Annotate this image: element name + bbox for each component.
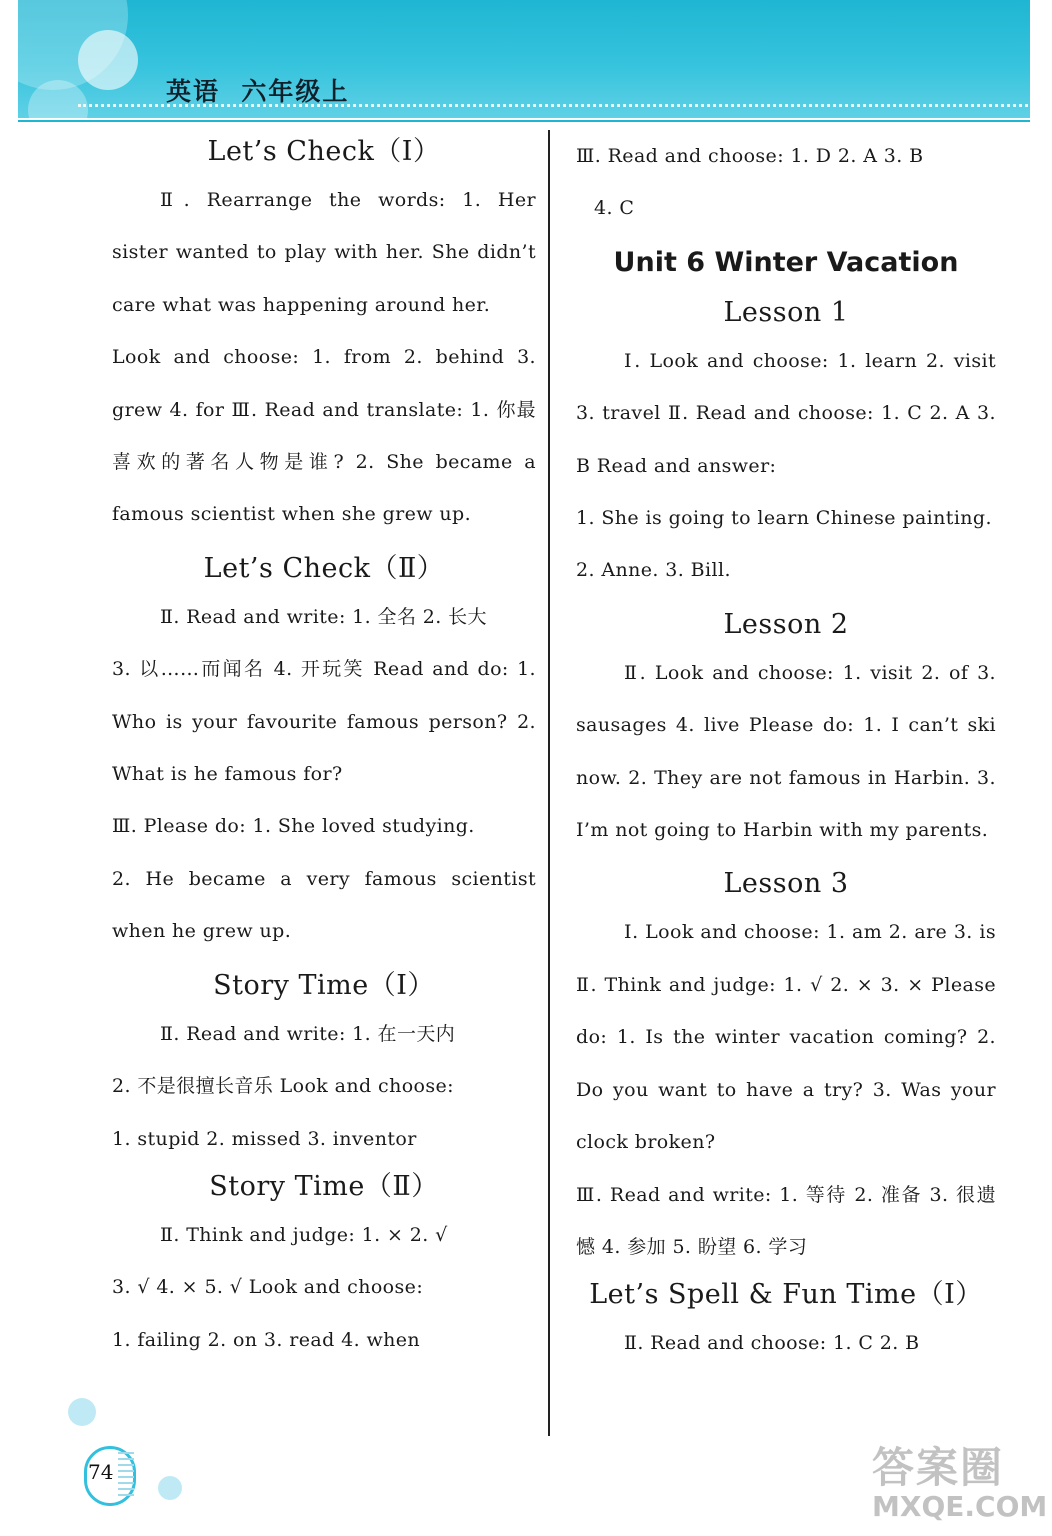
book-title: 英语 六年级上 [166,77,350,106]
decor-bubble [78,30,138,90]
section-heading: Lesson 3 [723,868,849,900]
unit-heading: Unit 6 Winter Vacation [613,246,959,278]
section-lets-check-1 [112,130,536,541]
answer-paragraph: 1. stupid 2. missed 3. inventor [112,1127,417,1150]
column-divider [548,130,550,1436]
answer-paragraph: 1. She is going to learn Chinese painting. [576,507,992,530]
section-read-and-choose [576,130,996,235]
answer-paragraph: Ⅱ. Look and choose: 1. visit 2. of 3. sausages 4. live Please do: 1. I can’t ski now. 2. They are not famous in Harbin. 3. I’m not going to Harbin with my parents. [576,661,996,842]
answer-paragraph: Ⅱ. Think and judge: 1. × 2. √ [160,1223,448,1246]
section-heading: Lesson 1 [723,296,849,328]
page-header-banner [18,0,1030,118]
decor-bubble [68,1398,96,1426]
section-heading: Story Time（Ⅱ） [209,1170,439,1202]
answer-paragraph: Ⅲ. Read and write: 1. 等待 2. 准备 3. 很遗憾 4. 参加 5. 盼望 6. 学习 [576,1183,996,1258]
answer-paragraph: Look and choose: 1. from 2. behind 3. grew 4. for Ⅲ. Read and translate: 1. 你最喜欢的著名人物是谁? 2. She became a famous scientist when she grew up. [112,346,536,526]
left-column [112,130,536,1366]
answer-paragraph: Ⅱ. Read and choose: 1. C 2. B [624,1332,920,1355]
answer-paragraph: Ⅱ. Read and write: 1. 在一天内 [160,1022,456,1045]
answer-paragraph: 2. Anne. 3. Bill. [576,559,731,582]
answer-paragraph: Ⅰ. Look and choose: 1. am 2. are 3. is Ⅱ. Think and judge: 1. √ 2. × 3. × Please do: 1. Is the winter vacation coming? 2. Do you want to have a try? 3. Was your clock broken? [576,921,996,1154]
page-number: 74 [88,1460,114,1484]
watermark [872,1443,1048,1526]
section-heading: Story Time（Ⅰ） [213,969,435,1001]
answer-paragraph: 3. 以……而闻名 4. 开玩笑 Read and do: 1. Who is your favourite famous person? 2. What is he famous for? [112,658,536,786]
section-story-time-2 [112,1165,536,1366]
section-heading: Let’s Check（Ⅰ） [207,136,441,167]
header-rule [18,120,1030,122]
section-lesson-2 [576,603,996,857]
watermark-url: MXQE.COM [872,1490,1048,1523]
section-lesson-1 [576,291,996,597]
answer-paragraph: Ⅰ. Look and choose: 1. learn 2. visit 3. travel Ⅱ. Read and choose: 1. C 2. A 3. B Read and answer: [576,349,996,477]
decor-lines [118,1452,134,1498]
right-column [576,130,996,1370]
answer-paragraph: Ⅱ. Read and write: 1. 全名 2. 长大 [160,605,487,628]
answer-paragraph: 2. He became a very famous scientist when he grew up. [112,867,536,943]
answer-paragraph: Ⅱ. Rearrange the words: 1. Her sister wanted to play with her. She didn’t care what was happening around her. [112,189,536,316]
section-heading: Let’s Check（Ⅱ） [203,552,445,584]
section-story-time-1 [112,964,536,1165]
answer-paragraph: 4. C [594,197,635,220]
section-lesson-3 [576,862,996,1273]
section-lets-check-2 [112,547,536,958]
answer-paragraph: Ⅲ. Read and choose: 1. D 2. A 3. B [576,145,924,167]
section-heading: Lesson 2 [723,608,849,640]
watermark-text: 答案圈 [872,1443,1005,1492]
decor-bubble [158,1476,182,1500]
answer-paragraph: 2. 不是很擅长音乐 Look and choose: [112,1075,454,1098]
answer-paragraph: Ⅲ. Please do: 1. She loved studying. [112,815,475,838]
answer-paragraph: 3. √ 4. × 5. √ Look and choose: [112,1276,424,1299]
section-heading: Let’s Spell & Fun Time（Ⅰ） [589,1279,983,1311]
answer-paragraph: 1. failing 2. on 3. read 4. when [112,1328,421,1351]
section-lets-spell [576,1273,996,1369]
